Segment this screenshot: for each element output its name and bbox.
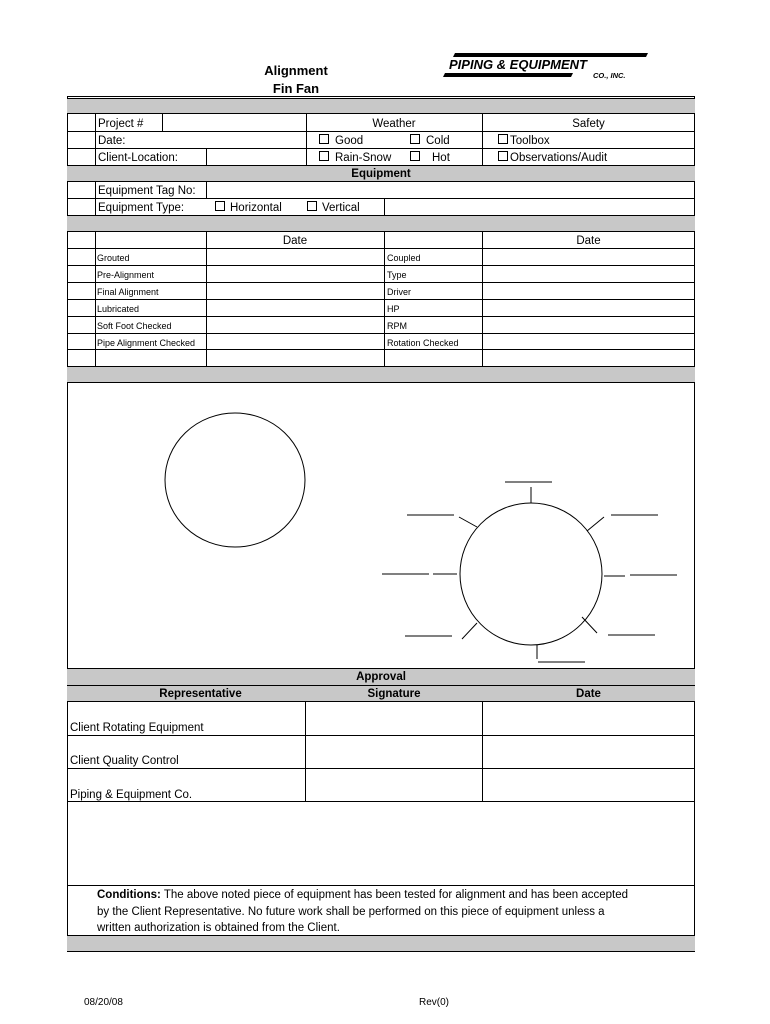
hot-label: Hot (432, 152, 450, 164)
checklist-date-heading-right: Date (576, 235, 601, 247)
approval-row-client-rotating-equipment: Client Rotating Equipment (70, 722, 204, 734)
checklist-item-lubricated: Lubricated (97, 304, 140, 314)
equipment-heading: Equipment (351, 168, 411, 180)
col-line (162, 114, 163, 131)
project-label: Project # (98, 118, 144, 130)
checklist-item-rpm: RPM (387, 321, 407, 331)
representative-column-header: Representative (159, 688, 242, 700)
logo-sub-text: CO., INC. (593, 71, 626, 80)
row-line (67, 148, 695, 149)
col-line (482, 232, 483, 366)
row-line (67, 265, 695, 266)
grey-band-top (67, 98, 695, 114)
form-title: Alignment (264, 63, 328, 78)
rim-reading-circle (460, 503, 602, 645)
logo-main-text: PIPING & EQUIPMENT (449, 57, 587, 72)
conditions-label: Conditions: (97, 889, 161, 901)
safety-heading: Safety (572, 118, 605, 130)
conditions-line-2: by the Client Representative. No future work shall be performed on this piece of equipment unless a (97, 906, 605, 918)
vertical-label: Vertical (322, 202, 360, 214)
col-line (95, 114, 96, 165)
signature-field-2[interactable] (306, 736, 481, 767)
footer-revision: Rev(0) (419, 997, 450, 1008)
good-label: Good (335, 135, 364, 147)
date-field-3[interactable] (483, 769, 694, 800)
approval-row-piping-equipment-co: Piping & Equipment Co. (70, 789, 193, 801)
rain-snow-checkbox[interactable] (319, 151, 329, 161)
company-logo (443, 50, 653, 84)
grey-band-sketch (67, 366, 695, 383)
grey-band-mid (67, 215, 695, 232)
good-checkbox[interactable] (319, 134, 329, 144)
signature-column-header: Signature (367, 688, 421, 700)
horizontal-checkbox[interactable] (215, 201, 225, 211)
checklist-date-heading-left: Date (282, 235, 308, 247)
signature-field-3[interactable] (306, 769, 481, 800)
row-line (67, 282, 695, 283)
col-line (206, 232, 207, 366)
row-line (67, 316, 695, 317)
form-subtitle: Fin Fan (272, 81, 320, 96)
toolbox-checkbox[interactable] (498, 134, 508, 144)
signature-field-1[interactable] (306, 703, 481, 734)
cold-label: Cold (426, 135, 450, 147)
rain-snow-label: Rain-Snow (335, 152, 392, 164)
col-line (384, 232, 385, 366)
weather-heading: Weather (372, 118, 416, 130)
equipment-type-label: Equipment Type: (98, 202, 185, 214)
tick-upper-right (587, 517, 604, 531)
tick-upper-left (459, 517, 477, 527)
checklist-item-type: Type (387, 270, 407, 280)
checklist-item-pipe-alignment-checked: Pipe Alignment Checked (97, 338, 196, 348)
checklist-item-final-alignment: Final Alignment (97, 287, 159, 297)
checklist-item-rotation-checked: Rotation Checked (387, 338, 459, 348)
col-line (95, 182, 96, 215)
col-line (206, 148, 207, 165)
checklist-item-coupled: Coupled (387, 253, 421, 263)
conditions-text-1: The above noted piece of equipment has been tested for alignment and has been accepted (163, 889, 629, 901)
alignment-sketch (67, 383, 695, 668)
toolbox-label: Toolbox (510, 135, 550, 147)
col-line (206, 182, 207, 199)
observations-audit-checkbox[interactable] (498, 151, 508, 161)
date-column-header: Date (576, 688, 601, 700)
conditions-line-1 (97, 887, 628, 903)
footer-date: 08/20/08 (84, 997, 123, 1008)
observations-audit-label: Observations/Audit (510, 152, 608, 164)
vertical-checkbox[interactable] (307, 201, 317, 211)
approval-heading: Approval (356, 671, 406, 683)
row-line (67, 349, 695, 350)
face-reading-circle (165, 413, 305, 547)
client-location-label: Client-Location: (98, 152, 178, 164)
date-field-1[interactable] (483, 703, 694, 734)
col-line (384, 198, 385, 215)
horizontal-label: Horizontal (230, 202, 282, 214)
checklist-item-pre-alignment: Pre-Alignment (97, 270, 155, 280)
checklist-item-driver: Driver (387, 287, 411, 297)
tick-lower-left (462, 623, 477, 639)
col-line (95, 232, 96, 366)
row-line (67, 333, 695, 334)
grey-band-bottom (67, 935, 695, 952)
row-line (67, 299, 695, 300)
hot-checkbox[interactable] (410, 151, 420, 161)
row-line (67, 885, 695, 886)
cold-checkbox[interactable] (410, 134, 420, 144)
tick-lower-right (582, 617, 597, 633)
conditions-line-3: written authorization is obtained from the Client. (97, 922, 340, 934)
checklist-item-soft-foot-checked: Soft Foot Checked (97, 321, 172, 331)
logo-graphic (443, 50, 653, 84)
approval-row-client-quality-control: Client Quality Control (70, 755, 179, 767)
checklist-item-grouted: Grouted (97, 253, 130, 263)
checklist-item-hp: HP (387, 304, 400, 314)
equipment-tag-label: Equipment Tag No: (98, 185, 196, 197)
date-field-2[interactable] (483, 736, 694, 767)
date-label: Date: (98, 135, 126, 147)
